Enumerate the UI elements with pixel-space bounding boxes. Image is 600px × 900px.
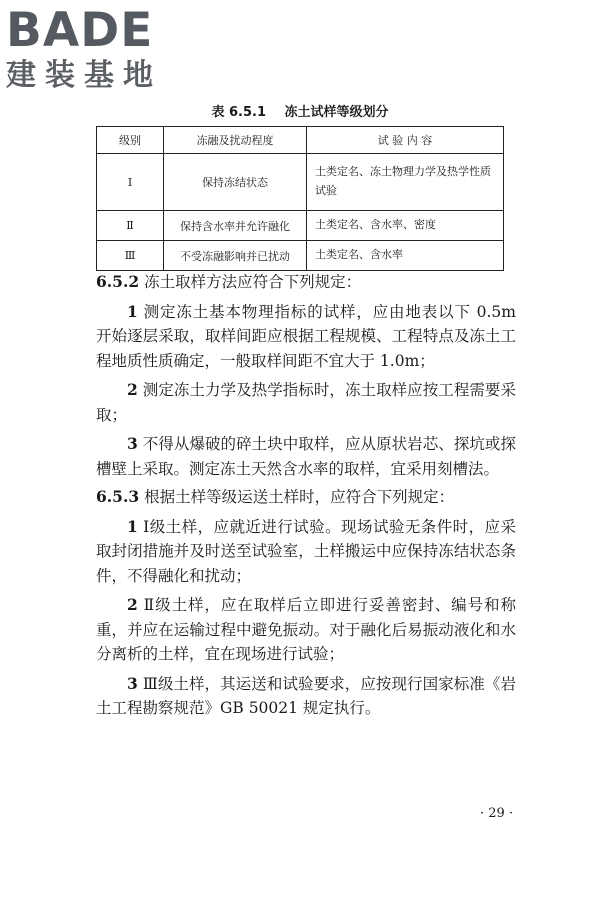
page-number: · 29 · [480,806,514,821]
list-item [96,593,516,667]
cell-state: 保持含水率并允许融化 [164,211,307,241]
item-text: Ⅱ级土样，应在取样后立即进行妥善密封、编号和称重，并应在运输过程中避免振动。对于融化后易振动液化和水分离析的土样，宜在现场进行试验； [96,596,516,663]
clause-text: 冻土取样方法应符合下列规定： [144,273,362,291]
cell-grade: Ⅰ [97,154,164,211]
clause-6-5-3 [96,485,516,510]
list-item [96,378,516,427]
list-item [96,300,516,374]
item-text: 不得从爆破的碎土块中取样，应从原状岩芯、探坑或探槽壁上采取。测定冻土天然含水率的取样，宜采用刻槽法。 [96,435,516,478]
sample-grade-table [96,126,504,271]
item-text: 测定冻土基本物理指标的试样，应由地表以下 0.5m 开始逐层采取，取样间距应根据工程规模、工程特点及冻土工程地质性质确定，一般取样间距不宜大于 1.0m； [96,302,516,370]
header-state: 冻融及扰动程度 [164,127,307,154]
logo-subtitle: 建装基地 [6,58,162,93]
table-number: 表 6.5.1 [211,105,266,120]
clause-6-5-2 [96,270,516,295]
cell-tests: 土类定名、含水率、密度 [307,211,504,241]
item-text: Ⅰ级土样，应就近进行试验。现场试验无条件时，应采取封闭措施并及时送至试验室，土样搬运中应保持冻结状态条件，不得融化和扰动； [96,517,516,585]
logo-brand: BADE [6,3,154,58]
cell-grade: Ⅱ [97,211,164,241]
header-grade: 级别 [97,127,164,154]
cell-tests: 土类定名、含水率 [307,241,504,271]
table-header-row [97,127,504,154]
cell-tests: 土类定名、冻土物理力学及热学性质试验 [307,154,504,211]
item-number: 1 [127,301,138,321]
list-item [96,672,516,721]
item-text: 测定冻土力学及热学指标时，冻土取样应按工程需要采取； [96,381,516,424]
table-row [97,154,504,211]
header-tests: 试 验 内 容 [307,127,504,154]
watermark-logo [6,3,181,94]
clause-text: 根据土样等级运送土样时，应符合下列规定： [144,488,455,506]
list-item [96,515,516,589]
table-title: 冻土试样等级划分 [284,105,389,120]
item-number: 1 [127,516,138,536]
item-number: 3 [127,673,138,693]
cell-state: 保持冻结状态 [164,154,307,211]
item-text: Ⅲ级土样，其运送和试验要求，应按现行国家标准《岩土工程勘察规范》GB 50021 规定执行。 [96,674,516,717]
list-item [96,432,516,481]
table-caption [0,101,600,120]
table-row [97,211,504,241]
clause-number: 6.5.3 [96,487,140,506]
body-text [96,266,516,721]
clause-number: 6.5.2 [96,272,140,291]
cell-state: 不受冻融影响并已扰动 [164,241,307,271]
cell-grade: Ⅲ [97,241,164,271]
item-number: 2 [127,380,138,399]
item-number: 3 [127,434,138,453]
item-number: 2 [127,595,138,614]
